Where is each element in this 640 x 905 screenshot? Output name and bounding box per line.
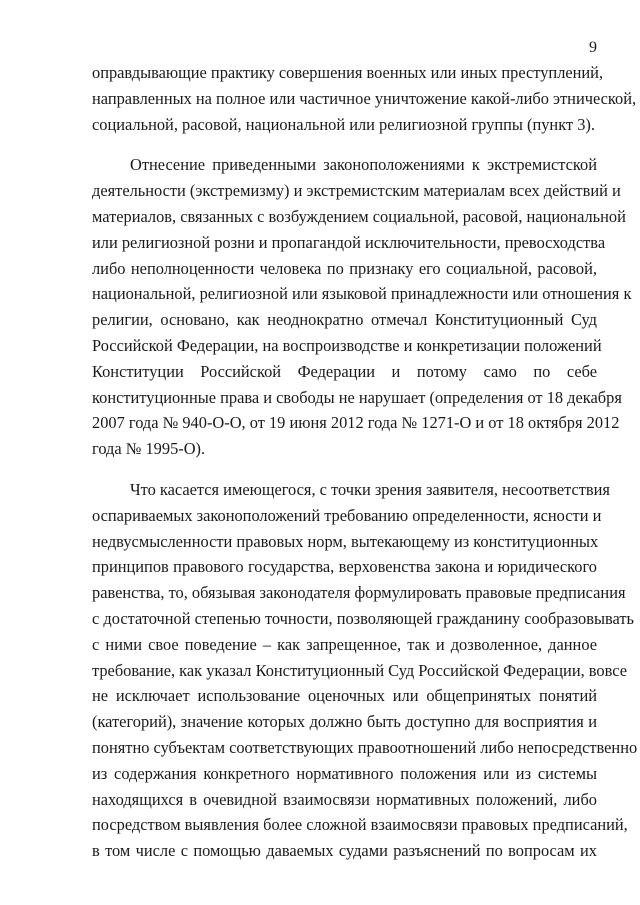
text-line: Российской Федерации, на воспроизводстве и конкретизации положений — [92, 335, 602, 355]
text-line: недвусмысленности правовых норм, вытекающему из конституционных — [92, 531, 599, 551]
text-line: находящихся в очевидной взаимосвязи нормативных положений, либо — [92, 789, 597, 809]
document-body — [92, 60, 638, 864]
text-line: с достаточной степенью точности, позволяющей гражданину сообразовывать — [92, 608, 635, 628]
paragraph-gap — [92, 137, 597, 152]
text-line: в том числе с помощью даваемых судами разъяснений по вопросам их — [92, 841, 597, 861]
paragraph-2 — [92, 152, 632, 462]
text-line: 2007 года № 940-О-О, от 19 июня 2012 года № 1271-О и от 18 октября 2012 — [92, 413, 620, 433]
text-line: материалов, связанных с возбуждением социальной, расовой, национальной — [92, 206, 626, 226]
text-line: требование, как указал Конституционный Суд Российской Федерации, вовсе — [92, 660, 627, 680]
paragraph-3 — [92, 477, 638, 864]
text-line: Отнесение приведенными законоположениями к экстремистской — [130, 155, 597, 175]
text-line: с ними свое поведение – как запрещенное, так и дозволенное, данное — [92, 634, 597, 654]
paragraph-1 — [92, 60, 637, 137]
text-line: религии, основано, как неоднократно отмечал Конституционный Суд — [92, 310, 597, 330]
text-line: принципов правового государства, верховенства закона и юридического — [92, 557, 597, 577]
text-line: социальной, расовой, национальной или религиозной группы (пункт 3). — [92, 114, 595, 134]
text-line: Конституции Российской Федерации и потому само по себе — [92, 361, 597, 381]
text-line: понятно субъектам соответствующих правоотношений либо непосредственно — [92, 737, 638, 757]
text-line: года № 1995-О). — [92, 439, 206, 459]
text-line: из содержания конкретного нормативного положения или из системы — [92, 763, 597, 783]
text-line: конституционные права и свободы не нарушает (определения от 18 декабря — [92, 387, 622, 407]
text-line: направленных на полное или частичное уничтожение какой-либо этнической, — [92, 88, 637, 108]
text-line: оправдывающие практику совершения военных или иных преступлений, — [92, 63, 604, 82]
text-line: национальной, религиозной или языковой принадлежности или отношения к — [92, 284, 632, 304]
text-line: (категорий), значение которых должно быть доступно для восприятия и — [92, 712, 597, 732]
text-line: Что касается имеющегося, с точки зрения заявителя, несоответствия — [130, 479, 610, 499]
text-line: деятельности (экстремизму) и экстремистским материалам всех действий и — [92, 181, 621, 201]
page-number: 9 — [589, 39, 597, 56]
text-line: либо неполноценности человека по признаку его социальной, расовой, — [92, 258, 597, 278]
text-line: оспариваемых законоположений требованию определенности, ясности и — [92, 505, 602, 525]
text-line: не исключает использование оценочных или общепринятых понятий — [92, 686, 597, 706]
text-line: посредством выявления более сложной взаимосвязи правовых предписаний, — [92, 815, 628, 835]
text-line: равенства, то, обязывая законодателя формулировать правовые предписания — [92, 583, 626, 603]
paragraph-gap — [92, 462, 597, 477]
text-line: или религиозной розни и пропагандой исключительности, превосходства — [92, 232, 606, 252]
